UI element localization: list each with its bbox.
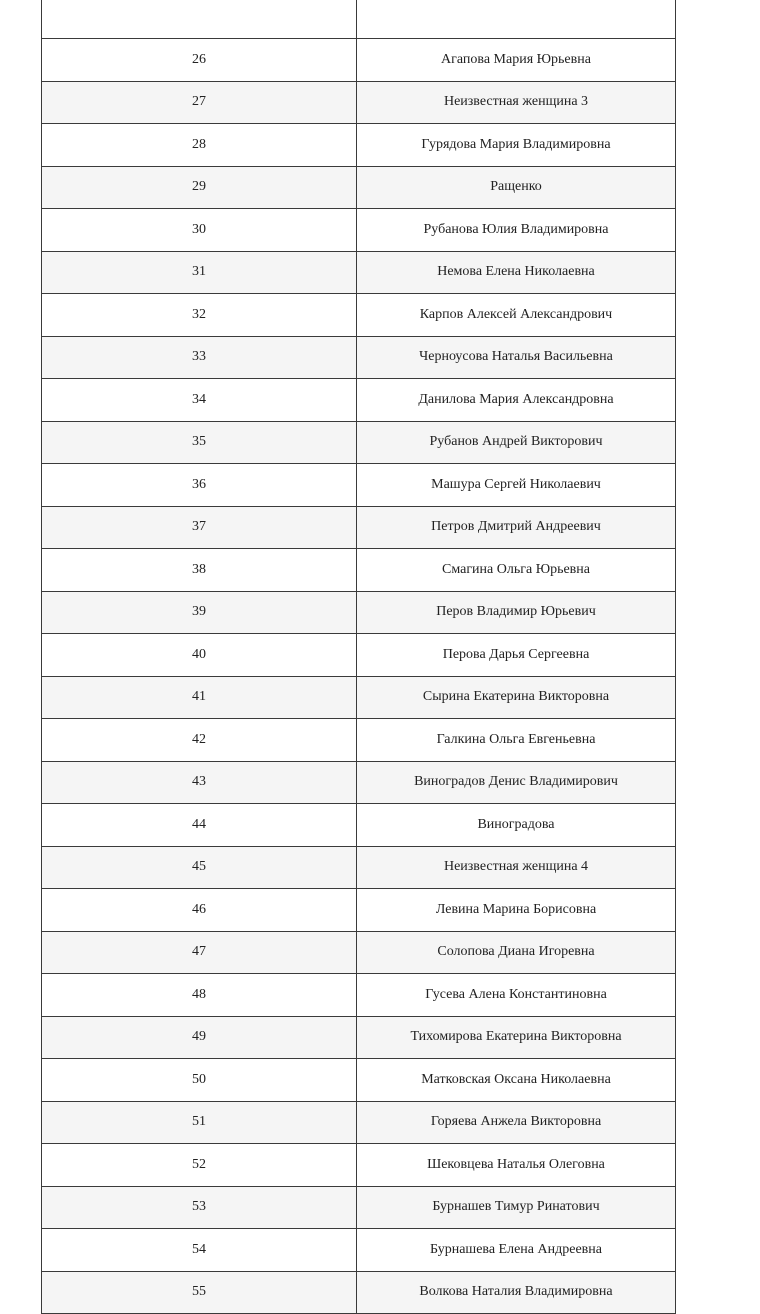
person-name-cell: Петров Дмитрий Андреевич xyxy=(357,506,676,549)
person-name-cell: Черноусова Наталья Васильевна xyxy=(357,336,676,379)
person-name-cell: Гурядова Мария Владимировна xyxy=(357,124,676,167)
row-number-cell: 50 xyxy=(42,1059,357,1102)
person-name-cell: Перова Дарья Сергеевна xyxy=(357,634,676,677)
person-name-cell: Немова Елена Николаевна xyxy=(357,251,676,294)
person-name-cell: Перов Владимир Юрьевич xyxy=(357,591,676,634)
victims-list-table-container xyxy=(41,0,675,1314)
row-number-cell: 37 xyxy=(42,506,357,549)
person-name-cell: Тихомирова Екатерина Викторовна xyxy=(357,1016,676,1059)
person-name-cell: Матковская Оксана Николаевна xyxy=(357,1059,676,1102)
row-number-cell: 48 xyxy=(42,974,357,1017)
table-row xyxy=(42,676,676,719)
table-row xyxy=(42,1016,676,1059)
person-name-cell: Машура Сергей Николаевич xyxy=(357,464,676,507)
person-name-cell: Сырина Екатерина Викторовна xyxy=(357,676,676,719)
table-row xyxy=(42,39,676,82)
table-row xyxy=(42,889,676,932)
row-number-cell: 41 xyxy=(42,676,357,719)
row-number-cell: 54 xyxy=(42,1229,357,1272)
row-number-cell: 39 xyxy=(42,591,357,634)
row-number-cell: 34 xyxy=(42,379,357,422)
person-name-cell: Горяева Анжела Викторовна xyxy=(357,1101,676,1144)
person-name-cell: Виноградова xyxy=(357,804,676,847)
table-row xyxy=(42,464,676,507)
person-name-cell: Данилова Мария Александровна xyxy=(357,379,676,422)
table-row xyxy=(42,634,676,677)
victims-list-table xyxy=(41,0,676,1314)
table-body xyxy=(42,0,676,1314)
person-name-cell: Левина Марина Борисовна xyxy=(357,889,676,932)
row-number-cell: 49 xyxy=(42,1016,357,1059)
row-number-cell: 47 xyxy=(42,931,357,974)
person-name-cell: Карпов Алексей Александрович xyxy=(357,294,676,337)
table-row xyxy=(42,549,676,592)
person-name-cell: Смагина Ольга Юрьевна xyxy=(357,549,676,592)
table-row xyxy=(42,719,676,762)
person-name-cell: Неизвестная женщина 3 xyxy=(357,81,676,124)
person-name-cell: Галкина Ольга Евгеньевна xyxy=(357,719,676,762)
table-row xyxy=(42,421,676,464)
row-number-cell: 30 xyxy=(42,209,357,252)
row-number-cell: 36 xyxy=(42,464,357,507)
person-name-cell: Бурнашева Елена Андреевна xyxy=(357,1229,676,1272)
person-name-cell: Рубанов Андрей Викторович xyxy=(357,421,676,464)
person-name-cell: Солопова Диана Игоревна xyxy=(357,931,676,974)
row-number-cell: 55 xyxy=(42,1271,357,1314)
table-row xyxy=(42,1059,676,1102)
row-number-cell: 27 xyxy=(42,81,357,124)
person-name-cell: Виноградов Денис Владимирович xyxy=(357,761,676,804)
table-row xyxy=(42,974,676,1017)
row-number-cell: 35 xyxy=(42,421,357,464)
row-number-cell: 53 xyxy=(42,1186,357,1229)
row-number-cell: 46 xyxy=(42,889,357,932)
row-number-cell: 42 xyxy=(42,719,357,762)
row-number-cell: 45 xyxy=(42,846,357,889)
row-number-cell: 44 xyxy=(42,804,357,847)
person-name-cell: Волкова Наталия Владимировна xyxy=(357,1271,676,1314)
table-row xyxy=(42,124,676,167)
table-row xyxy=(42,294,676,337)
row-number-cell: 51 xyxy=(42,1101,357,1144)
table-row xyxy=(42,81,676,124)
table-row-cut-off xyxy=(42,0,676,39)
row-number-cell: 32 xyxy=(42,294,357,337)
cut-off-cell xyxy=(42,0,357,39)
table-row xyxy=(42,209,676,252)
table-row xyxy=(42,1271,676,1314)
table-row xyxy=(42,379,676,422)
person-name-cell: Бурнашев Тимур Ринатович xyxy=(357,1186,676,1229)
table-row xyxy=(42,1229,676,1272)
table-row xyxy=(42,804,676,847)
table-row xyxy=(42,591,676,634)
person-name-cell: Гусева Алена Константиновна xyxy=(357,974,676,1017)
table-row xyxy=(42,761,676,804)
row-number-cell: 28 xyxy=(42,124,357,167)
person-name-cell: Рубанова Юлия Владимировна xyxy=(357,209,676,252)
table-row xyxy=(42,251,676,294)
row-number-cell: 29 xyxy=(42,166,357,209)
table-row xyxy=(42,336,676,379)
table-row xyxy=(42,1186,676,1229)
row-number-cell: 38 xyxy=(42,549,357,592)
person-name-cell: Шековцева Наталья Олеговна xyxy=(357,1144,676,1187)
table-row xyxy=(42,931,676,974)
table-row xyxy=(42,166,676,209)
cut-off-cell xyxy=(357,0,676,39)
person-name-cell: Агапова Мария Юрьевна xyxy=(357,39,676,82)
row-number-cell: 43 xyxy=(42,761,357,804)
person-name-cell: Неизвестная женщина 4 xyxy=(357,846,676,889)
table-row xyxy=(42,1101,676,1144)
person-name-cell: Ращенко xyxy=(357,166,676,209)
row-number-cell: 33 xyxy=(42,336,357,379)
table-row xyxy=(42,1144,676,1187)
row-number-cell: 31 xyxy=(42,251,357,294)
row-number-cell: 26 xyxy=(42,39,357,82)
row-number-cell: 40 xyxy=(42,634,357,677)
table-row xyxy=(42,506,676,549)
row-number-cell: 52 xyxy=(42,1144,357,1187)
table-row xyxy=(42,846,676,889)
